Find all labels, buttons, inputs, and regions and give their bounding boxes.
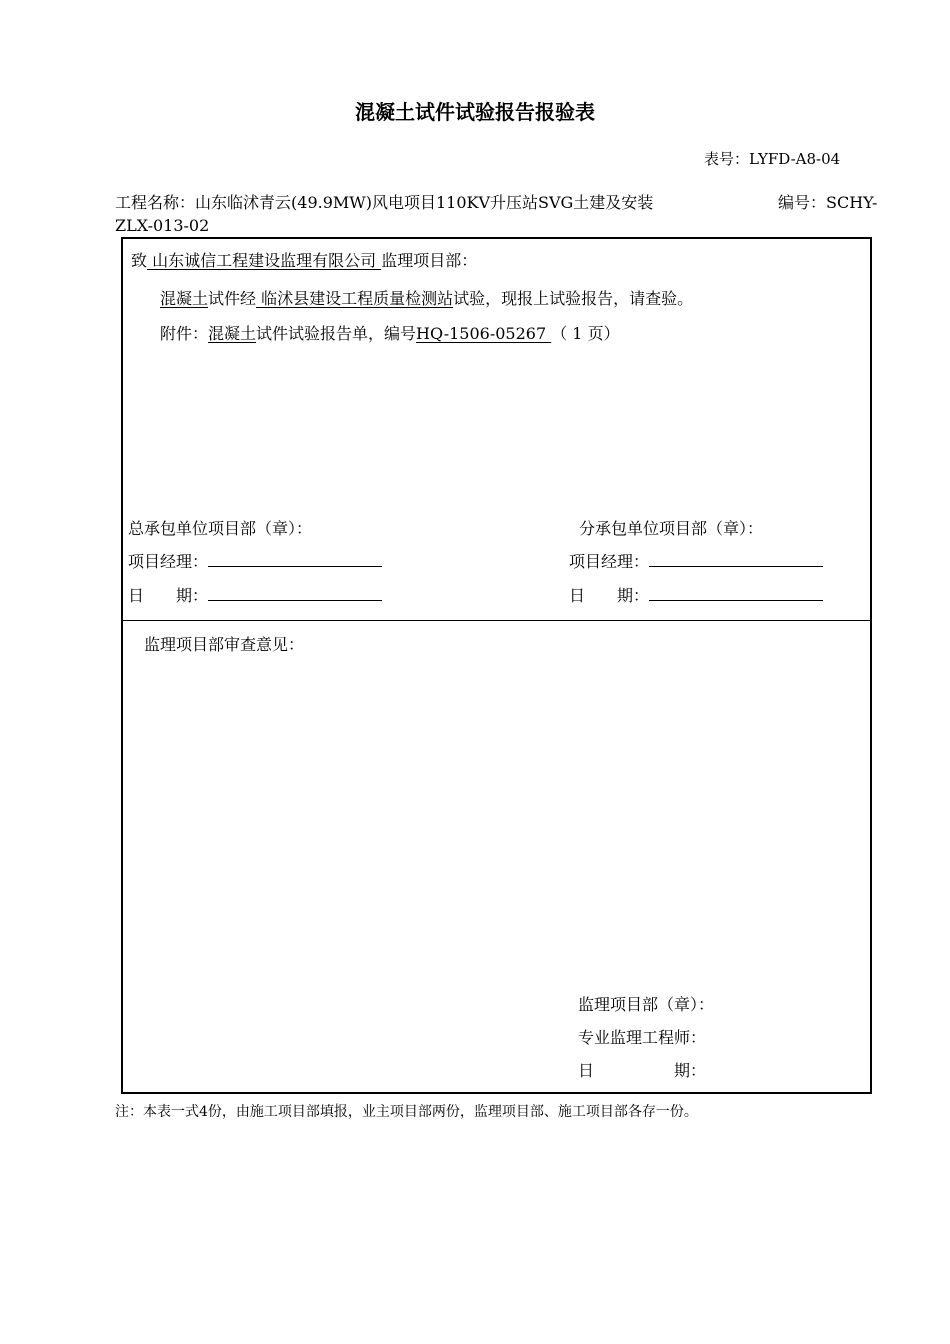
project-name-line	[115, 190, 653, 213]
gc-date-field	[128, 583, 382, 606]
testing-lab: 临沭县建设工程质量检测站	[256, 289, 454, 308]
gc-manager-blank	[208, 552, 382, 567]
form-number: 表号：LYFD-A8-04	[704, 150, 841, 168]
code-label: 编号：	[778, 193, 827, 212]
form-table	[121, 237, 872, 1094]
attachment-line	[160, 321, 620, 344]
gc-date-blank	[208, 586, 382, 601]
gc-manager-field	[128, 549, 382, 572]
addressee-suffix: 监理项目部：	[381, 251, 478, 270]
gc-unit-label: 总承包单位项目部（章）：	[128, 519, 313, 538]
project-name: 山东临沭青云(49.9MW)风电项目110KV升压站SVG土建及安装	[195, 193, 654, 212]
sign-date-label: 日 期：	[578, 1061, 707, 1080]
sub-manager-blank	[649, 552, 823, 567]
sub-manager-field	[569, 549, 823, 572]
report-body-line	[160, 286, 693, 309]
attachment-material: 混凝土	[208, 324, 257, 343]
gc-date-label: 日 期：	[128, 586, 209, 605]
sub-date-field	[569, 583, 823, 606]
code-value-part1: SCHY-	[826, 193, 878, 212]
attachment-pages: （ 1 页）	[551, 324, 620, 343]
page-title: 混凝土试件试验报告报验表	[355, 100, 595, 124]
attachment-mid: 试件试验报告单，编号	[256, 324, 417, 343]
section-divider	[121, 620, 872, 621]
supervisor-seal-label: 监理项目部（章）：	[578, 995, 715, 1014]
body-mid: 试件经	[208, 289, 257, 308]
project-label: 工程名称：	[115, 193, 196, 212]
body-end: 试验，现报上试验报告，请查验。	[453, 289, 694, 308]
addressee-prefix: 致	[131, 251, 148, 270]
sub-date-blank	[649, 586, 823, 601]
code-value-part2: ZLX-013-02	[115, 216, 210, 235]
report-number: HQ-1506-05267	[416, 324, 552, 343]
sub-unit-label: 分承包单位项目部（章）：	[579, 519, 764, 538]
gc-manager-label: 项目经理：	[128, 552, 209, 571]
sub-manager-label: 项目经理：	[569, 552, 650, 571]
document-code	[778, 190, 877, 213]
material-name: 混凝土	[160, 289, 209, 308]
engineer-label: 专业监理工程师：	[578, 1028, 707, 1047]
addressee-line	[131, 248, 477, 271]
sub-date-label: 日 期：	[569, 586, 650, 605]
opinion-label: 监理项目部审查意见：	[144, 635, 305, 654]
attachment-label: 附件：	[160, 324, 209, 343]
footnote: 注：本表一式4份，由施工项目部填报，业主项目部两份，监理项目部、施工项目部各存一份。	[115, 1104, 698, 1120]
supervisor-company: 山东诚信工程建设监理有限公司	[147, 251, 382, 270]
